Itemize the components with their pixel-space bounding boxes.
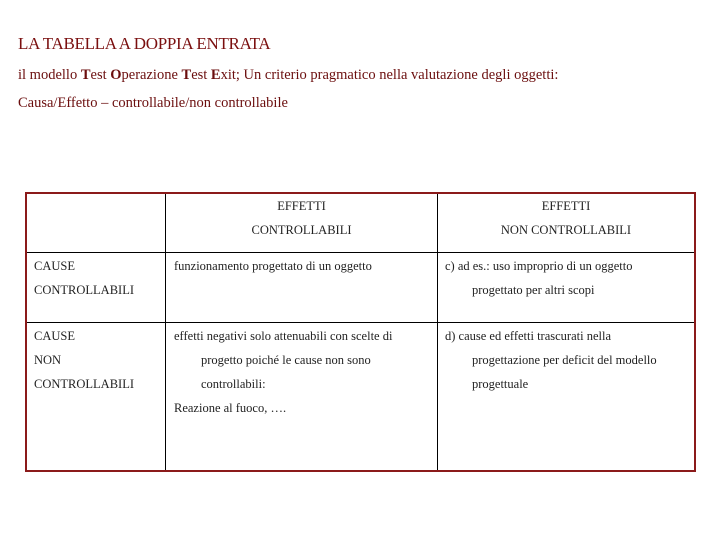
text: controllabili: <box>201 377 266 391</box>
text: effetti negativi solo attenuabili con scelte di <box>174 329 393 343</box>
divider <box>27 252 694 253</box>
double-entry-table <box>25 192 696 472</box>
text: CONTROLLABILI <box>34 283 134 297</box>
cell-nn <box>445 324 657 396</box>
subtitle-line-1 <box>18 67 558 84</box>
cell-cc <box>174 254 372 278</box>
row-header-cause-non-controllabili <box>34 324 134 396</box>
text: il modello <box>18 67 81 83</box>
text: d) cause ed effetti trascurati nella <box>445 329 612 343</box>
page-title: LA TABELLA A DOPPIA ENTRATA <box>18 34 271 53</box>
text: NON <box>34 353 62 367</box>
row-header-cause-controllabili <box>34 254 134 302</box>
text: progettato per altri scopi <box>472 283 595 297</box>
text: est <box>90 67 111 83</box>
text: progettuale <box>472 377 529 391</box>
text: T <box>181 67 192 83</box>
col-header-effetti-non-controllabili <box>438 194 694 242</box>
text: CONTROLLABILI <box>251 223 352 237</box>
text: O <box>110 67 122 83</box>
text: CAUSE <box>34 259 75 273</box>
text: funzionamento progettato di un oggetto <box>174 259 372 273</box>
text: progettazione per deficit del modello <box>472 353 657 367</box>
text: EFFETTI <box>541 199 591 213</box>
text: T <box>80 67 91 83</box>
text: CONTROLLABILI <box>34 377 134 391</box>
divider <box>27 322 694 323</box>
text: xit; Un criterio pragmatico nella valutazione degli oggetti: <box>220 67 559 83</box>
cell-cn <box>445 254 632 302</box>
text: NON CONTROLLABILI <box>500 223 632 237</box>
cell-nc <box>174 324 392 420</box>
text: progetto poiché le cause non sono <box>201 353 371 367</box>
subtitle-line-2: Causa/Effetto – controllabile/non controllabile <box>18 95 288 111</box>
text: Reazione al fuoco, …. <box>174 401 287 415</box>
text: EFFETTI <box>277 199 326 213</box>
text: E <box>210 67 221 83</box>
text: CAUSE <box>34 329 75 343</box>
col-header-effetti-controllabili <box>166 194 437 242</box>
text: est <box>191 67 211 83</box>
text: c) ad es.: uso improprio di un oggetto <box>445 259 633 273</box>
text: perazione <box>121 67 182 83</box>
